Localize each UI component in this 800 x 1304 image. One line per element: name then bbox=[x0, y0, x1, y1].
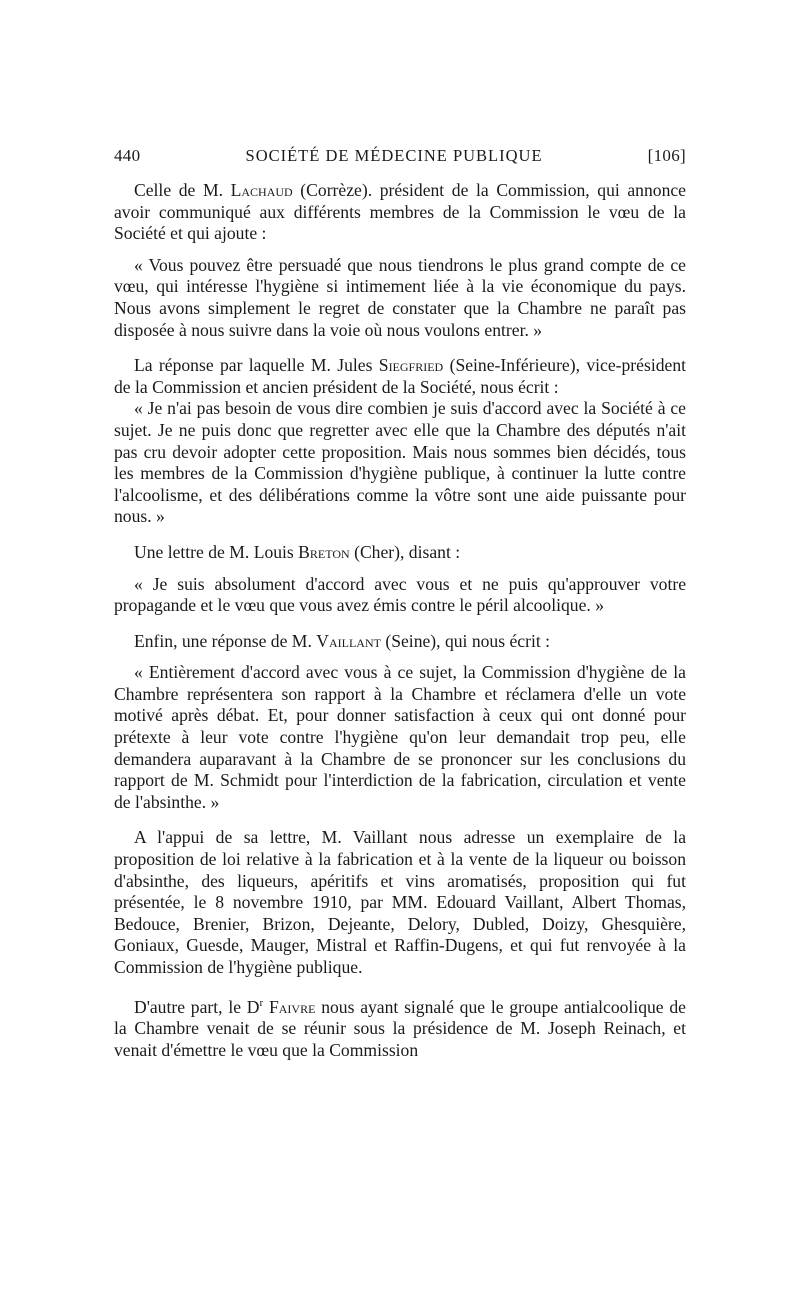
quote-siegfried: « Je n'ai pas besoin de vous dire combien je suis d'accord avec la Société à ce sujet. Je ne puis donc que regretter avec elle que la Chambre des députés n'ait pas cru devoir adopter cette proposition. Mais nous sommes bien décidés, tous les membres de la Commission d'hygiène publique, à continuer la lutte contre l'alcoolisme, et des délibérations comme la vôtre sont une aide puissante pour nous. » bbox=[114, 398, 686, 527]
person-name: Siegfried bbox=[378, 355, 444, 376]
superscript: r bbox=[259, 996, 264, 1009]
text-run: D'autre part, le D bbox=[134, 996, 260, 1017]
text-run: (Seine), qui nous écrit : bbox=[380, 630, 551, 651]
person-name: Breton bbox=[298, 541, 350, 562]
person-name: Faivre bbox=[268, 996, 316, 1017]
paragraph-siegfried bbox=[114, 355, 686, 398]
person-name: Vaillant bbox=[316, 630, 381, 651]
paragraph-lachaud bbox=[114, 180, 686, 245]
paragraph-proposition-de-loi: A l'appui de sa lettre, M. Vaillant nous adresse un exemplaire de la proposition de loi relative à la fabrication et à la vente de la liqueur ou boisson d'absinthe, des liqueurs, apéritifs et vins aromatisés, proposition qui fut présentée, le 8 novembre 1910, par MM. Edouard Vaillant, Albert Thomas, Bedouce, Brenier, Brizon, Dejeante, Delory, Dubled, Doizy, Ghesquière, Goniaux, Guesde, Mauger, Mistral et Raffin-Dugens, et qui fut renvoyée à la Commission de l'hygiène publique. bbox=[114, 827, 686, 977]
text-run: Enfin, une réponse de M. bbox=[134, 630, 317, 651]
paragraph-vaillant bbox=[114, 631, 686, 653]
quote-breton: « Je suis absolument d'accord avec vous et ne puis qu'approuver votre propagande et le vœu que vous avez émis contre le péril alcoolique. » bbox=[114, 573, 686, 616]
text-run: (Seine-Inférieure), vice-président de la Commission et ancien président de la Société, nous écrit : bbox=[114, 355, 687, 397]
text-run: La réponse par laquelle M. Jules bbox=[134, 355, 379, 376]
bracket-page-number: [106] bbox=[647, 146, 686, 165]
text-run: Une lettre de M. Louis bbox=[134, 541, 299, 562]
running-header bbox=[114, 146, 686, 166]
text-run: (Cher), disant : bbox=[349, 541, 461, 562]
text-run: nous ayant signalé que le groupe antialcoolique de la Chambre venait de se réunir sous la présidence de M. Joseph Reinach, et venait d'émettre le vœu que la Commission bbox=[114, 996, 686, 1060]
person-name: Lachaud bbox=[230, 180, 293, 200]
page-number: 440 bbox=[114, 146, 141, 165]
text-run: (Corrèze). président de la Commission, qui annonce avoir communiqué aux différents membres de la Commission le vœu de la Société et qui ajoute : bbox=[114, 180, 686, 244]
text-run: Celle de M. bbox=[134, 180, 231, 200]
paragraph-breton bbox=[114, 542, 686, 564]
paragraph-faivre bbox=[114, 993, 686, 1062]
quote-vaillant: « Entièrement d'accord avec vous à ce sujet, la Commission d'hygiène de la Chambre représentera son rapport à la Chambre et réclamera d'elle un vote motivé après débat. Et, pour donner satisfaction à ceux qui ont donné pour prétexte à leur vote contre l'hygiène qu'on leur demandait trop peu, elle demandera auparavant à la Chambre de se prononcer sur les conclusions du rapport de M. Schmidt pour l'interdiction de la fabrication, circulation et vente de l'absinthe. » bbox=[114, 662, 686, 812]
running-title: SOCIÉTÉ DE MÉDECINE PUBLIQUE bbox=[245, 146, 543, 165]
quote-lachaud: « Vous pouvez être persuadé que nous tiendrons le plus grand compte de ce vœu, qui intéresse l'hygiène si intimement liée à la vie économique du pays. Nous avons simplement le regret de constater que la Chambre ne paraît pas disposée à nous suivre dans la voie où nous voulons entrer. » bbox=[114, 254, 686, 340]
document-page bbox=[114, 146, 686, 1061]
